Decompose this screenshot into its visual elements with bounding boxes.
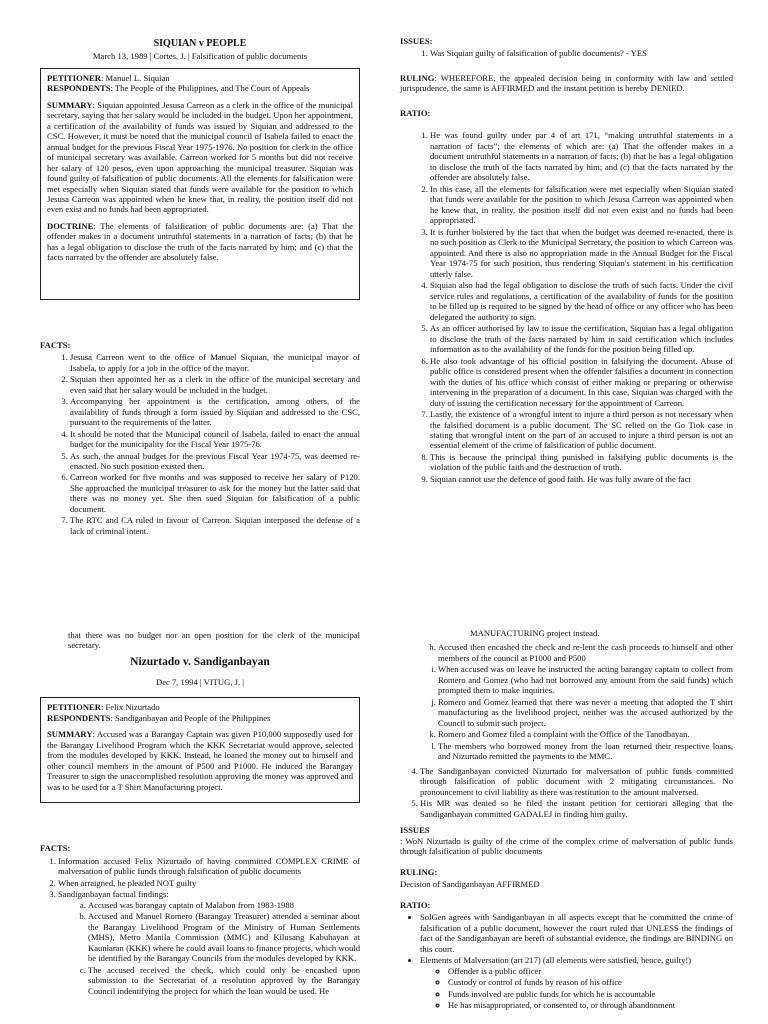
doctrine-text: : The elements of falsification of public documents are: (a) That the offender makes in a document untruthful statements in a narration of facts; (b) that he has a legal obligation to disclose the truth of the facts narrated by him; and (c) that the facts narrated by the offender are absolutely false. [47,220,353,263]
list-item: 4. It should be noted that the Municipal council of Isabela, failed to enact the annual budget for the municipality for the Fiscal Year 1975-76. [70,429,360,450]
petitioner-value: : Manuel L. Siquian [100,72,170,83]
list-item: ◦ He has misappropriated, or consented to, or through abandonment [448,1000,733,1010]
list-item: 4. Siquian also had the legal obligation to disclose the truth of such facts. Under the civil service rules and regulations, a certification of the availability of funds for the position to be filled up is required to be signed by the head of office or any officer who has been delegated the authority to sign. [430,280,733,322]
list-item: 6. Carreon worked for five months and was supposed to receive her salary of P120. She approached the municipal treasurer to ask for the money but the latter said that there was no money yet. She then sued Siquian for falsification of a public document. [70,472,360,514]
summary-label: SUMMARY [47,99,93,110]
issues-paragraph [400,825,733,856]
case-info: March 13, 1989 | Cortes, J. | Falsification of public documents [92,51,308,62]
facts-heading: FACTS: [40,843,71,854]
list-item: 2. When arraigned, he pleaded NOT guilty [58,878,360,888]
doctrine-label: DOCTRINE [47,220,94,231]
list-item-text: Elements of Malversation (art 217) (all elements were satisfied, hence, guilty!) [420,955,692,966]
list-item: ◦ Funds involved are public funds for which he is accountable [448,989,733,999]
petitioner-value: : Felix Nizurtado [100,702,160,713]
ratio-label: RATIO [400,899,428,910]
list-item: l. The members who borrowed money from the loan returned their respective loans, and Nizurtado remitted the payments to the MMC. [438,741,733,762]
list-item: 3. Accompanying her appointment is the certification, among others, of the availability of funds through a form issued by Siquian and addressed to the CSC, pursuant to the requirements of the latter. [70,396,360,427]
summary-text: : Siquian appointed Jesusa Carreon as a clerk in the office of the municipal secretary, saying that her salary would be included in the budget. Upon her appointment, a certification of the availability of funds was issued by Siquian and addressed to the CSC. However, it must be noted that the municipal council of Isabela failed to enact the annual budget for the previous Fiscal Year 1975-1976. No position for clerk in the office of municipal secretary was available. Carreon worked for 5 months but did not receive her salary of 120 pesos, even upon approaching the municipal treasurer. Siquian was found guilty of falsification of public documents. All the elements for falsification were met especially when Siquian stated that funds were available for the position to which Jesusa Carreon was appointed when he knew that, in reality, the position itself did not even exist and no funds had been appropriated. [47,99,353,215]
list-item: 1. He was found guilty under par 4 of art 171, “making untruthful statements in a narration of facts”; the elements of which are: (a) That the offender makes in a document untruthful statements in a narration of facts; (b) that he has a legal obligation to disclose the truth of the facts narrated by him; and (c) that the facts narrated by the offender are absolutely false. [430,130,733,182]
list-item: 9. Siquian cannot use the defence of good faith. He was fully aware of the fact [430,474,733,484]
findings-list [58,900,360,996]
facts-list [40,856,360,996]
respondents-value: : The People of the Philippines, and The Court of Appeals [110,83,310,94]
petitioner-line [47,73,353,94]
petitioner-label: PETITIONER [47,72,101,83]
list-item: k. Romero and Gomez filed a complaint with the Office of the Tanodbayan. [438,729,733,739]
list-item: 5. As such, the annual budget for the previous Fiscal Year 1974-75, was deemed re-enacted. No such position existed then. [70,451,360,472]
facts-list [40,352,360,536]
summary-paragraph [47,100,353,215]
facts-list-continued [400,766,733,819]
ruling-text: Decision of Sandiganbayan AFFIRMED [400,879,540,890]
list-item: a. Accused was barangay captain of Malabon from 1983-1988 [88,900,360,910]
list-item: 6. He also took advantage of his official position in falsifying the document. Abuse of public office is considered present when the offender falsifies a document in connection with the duties of his office which consist of either making or preparing or otherwise intervening in the preparation of a document. In this case, Siquian was charged with the duty of issuing the certification necessary for the appointment of Carreon. [430,356,733,408]
case-title: SIQUIAN v PEOPLE [153,38,247,49]
list-item: h. Accused then encashed the check and re-lent the cash proceeds to himself and other members of the council at P1000 and P500 [438,642,733,663]
respondents-label: RESPONDENTS [47,712,111,723]
ratio-list [400,912,733,1010]
ratio-heading: RATIO: [400,107,431,118]
list-item: 1. Information accused Felix Nizurtado of having committed COMPLEX CRIME of malversation of public funds through falsification of public documents [58,856,360,877]
list-item [58,889,360,996]
list-item: j. Romero and Gomez learned that there was never a meeting that adopted the T shirt manufacturing as the livelihood project, neither was the accused authorized by the Council to submit such project. [438,697,733,728]
list-item: 2. In this case, all the elements for falsification were met especially when Siquian stated that funds were available for the position to which Jesusa Carreon was appointed when he knew that, in reality, the position itself did not even exist and no funds had been appropriated. [430,184,733,226]
right-column-p1 [400,36,733,485]
list-item: 4. The Sandiganbayan convicted Nizurtado for malversation of public funds committed through falsification of public document with 2 mitigating circumstances. No pronouncement to civil liability as there was restitution to the amount malversed. [420,766,733,797]
ruling-text: : WHEREFORE, the appealed decision being in conformity with law and settled jurisprudence, the same is AFFIRMED and the instant petition is hereby DENIED. [400,72,733,94]
facts-label: FACTS [40,843,68,854]
issues-label: ISSUES [400,825,430,836]
left-column-p2 [40,630,360,997]
ruling-label: RULING [400,72,435,83]
facts-section [40,340,360,537]
issues-label: ISSUES [400,36,430,46]
findings-list-continued [400,642,733,761]
issues-list [400,48,733,58]
list-item: 5. As an officer authorised by law to issue the certification, Siquian has a legal obligation to disclose the truth of the facts narrated by him in said certification which includes information as to the availability of the funds for the position being filled up. [430,323,733,354]
case-summary-box [40,697,360,803]
petitioner-label: PETITIONER [47,702,101,713]
summary-label: SUMMARY [47,729,93,740]
list-item: i. When accused was on leave he instructed the acting barangay captain to collect from Romero and Gomez (who had not borrowed any amount from the said funds) which prompted them to make inquiries. [438,664,733,695]
facts-heading: FACTS: [40,339,71,350]
list-item [420,955,733,1010]
findings-continuation: MANUFACTURING project instead. [470,628,600,638]
doctrine-paragraph [47,221,353,263]
list-item: 8. This is because the principal thing punished in falsifying public documents is the violation of the public faith and the destruction of truth. [430,452,733,473]
ratio-label: RATIO [400,107,428,118]
ratio-heading: RATIO: [400,899,431,910]
list-item: 3. It is further bolstered by the fact that when the budget was deemed re-enacted, there is no such position as Clerk to the Municipal Secretary, the position to which Carreon was appointed. And there is also no appropriation made in the Annual Budget for the Fiscal Year 1974-75 for such position, thus rendering Siquian's statement in his certification utterly false. [430,227,733,279]
page-nizurtado [0,512,768,1024]
case-title: Nizurtado v. Sandiganbayan [130,655,270,668]
list-item: b. Accused and Manuel Romero (Barangay Treasurer) attended a seminar about the Barangay Livelihood Program of the Ministry of Human Settlements (MHS), Metro Manila Commission (MMC) and Kilusang Kabuhayan at Kaunlaran (KKK) where he could avail loans to finance projects, which would be identified by the Barangay Councils from the modules developed by KKK. [88,911,360,963]
summary-paragraph [47,729,353,792]
respondents-label: RESPONDENTS [47,83,111,94]
petitioner-line [47,702,353,723]
facts-section [40,843,360,996]
list-item: 7. The RTC and CA ruled in favour of Carreon. Siquian interposed the defense of a lack of criminal intent. [70,515,360,536]
case-info: Dec 7, 1994 | VITUG, J. | [155,676,244,687]
list-item: ◦ Custody or control of funds by reason of his office [448,977,733,987]
ratio-list [400,130,733,484]
list-item: 7. Lastly, the existence of a wrongful intent to injure a third person is not necessary when the falsified document is a public document. The SC relied on the Go Tiok case in stating that wrongful intent on the part of an accused to injure a third person is not an essential element of the crime of falsification of public document. [430,409,733,451]
malversation-elements-list [420,966,733,1011]
respondents-value: : Sandiganbayan and People of the Philippines [110,712,271,723]
issues-heading: ISSUES: [400,36,433,46]
list-item: c. The accused received the check, which could only be encashed upon submission to the Secretariat of a resolution approved by the Barangay Council indentifying the project for which the loan would be used. He [88,965,360,996]
ruling-paragraph [400,73,733,94]
issues-text: : WoN Nizurtado is guilty of the crime of the complex crime of malversation of public funds through falsification of public documents [400,835,733,857]
left-column-p1 [40,38,360,537]
case-summary-box [40,68,360,300]
list-item: 1. Was Siquian guilty of falsification of public documents? - YES [430,48,733,58]
list-item-text: Sandiganbayan factual findings: [58,889,169,900]
right-column-p2 [400,628,733,1012]
facts-label: FACTS [40,339,68,350]
ruling-label: RULING [400,866,435,877]
continuation-text: that there was no budget nor an open position for the clerk of the municipal secretary. [68,630,360,651]
list-item: 5. His MR was denied so he filed the instant petition for certiorari alleging that the Sandiganbayan committed GADALEJ in finding him guilty. [420,798,733,819]
ruling-heading: RULING: [400,866,438,877]
summary-text: : Accused was a Barangay Captain was given P10,000 supposedly used for the Barangay Livelihood Program which the KKK Secretariat would approve, selected from the modules developed by KKK. Instead, he loaned the money out to himself and other council members in the amount of P500 and P1000. He induced the Barangay Treasurer to sign the unaccomplished resolution approving the money was approved and was to be used for a T Shirt Manufacturing project. [47,729,353,792]
list-item: 1. Jesusa Carreon went to the office of Manuel Siquian, the municipal mayor of Isabela, to apply for a job in the office of the mayor. [70,352,360,373]
list-item: 2. Siquian then appointed her as a clerk in the office of the municipal secretary and even said that her salary would be included in the budget. [70,374,360,395]
list-item: • SolGen agrees with Sandiganbayan in all aspects except that he committed the crime of falsification of a public document, however the court ruled that UNLESS the findings of fact of the Sandiganbayan are bereft of substantial evidence, the findings are BINDING on this court. [420,912,733,954]
list-item: ◦ Offender is a public officer [448,966,733,976]
